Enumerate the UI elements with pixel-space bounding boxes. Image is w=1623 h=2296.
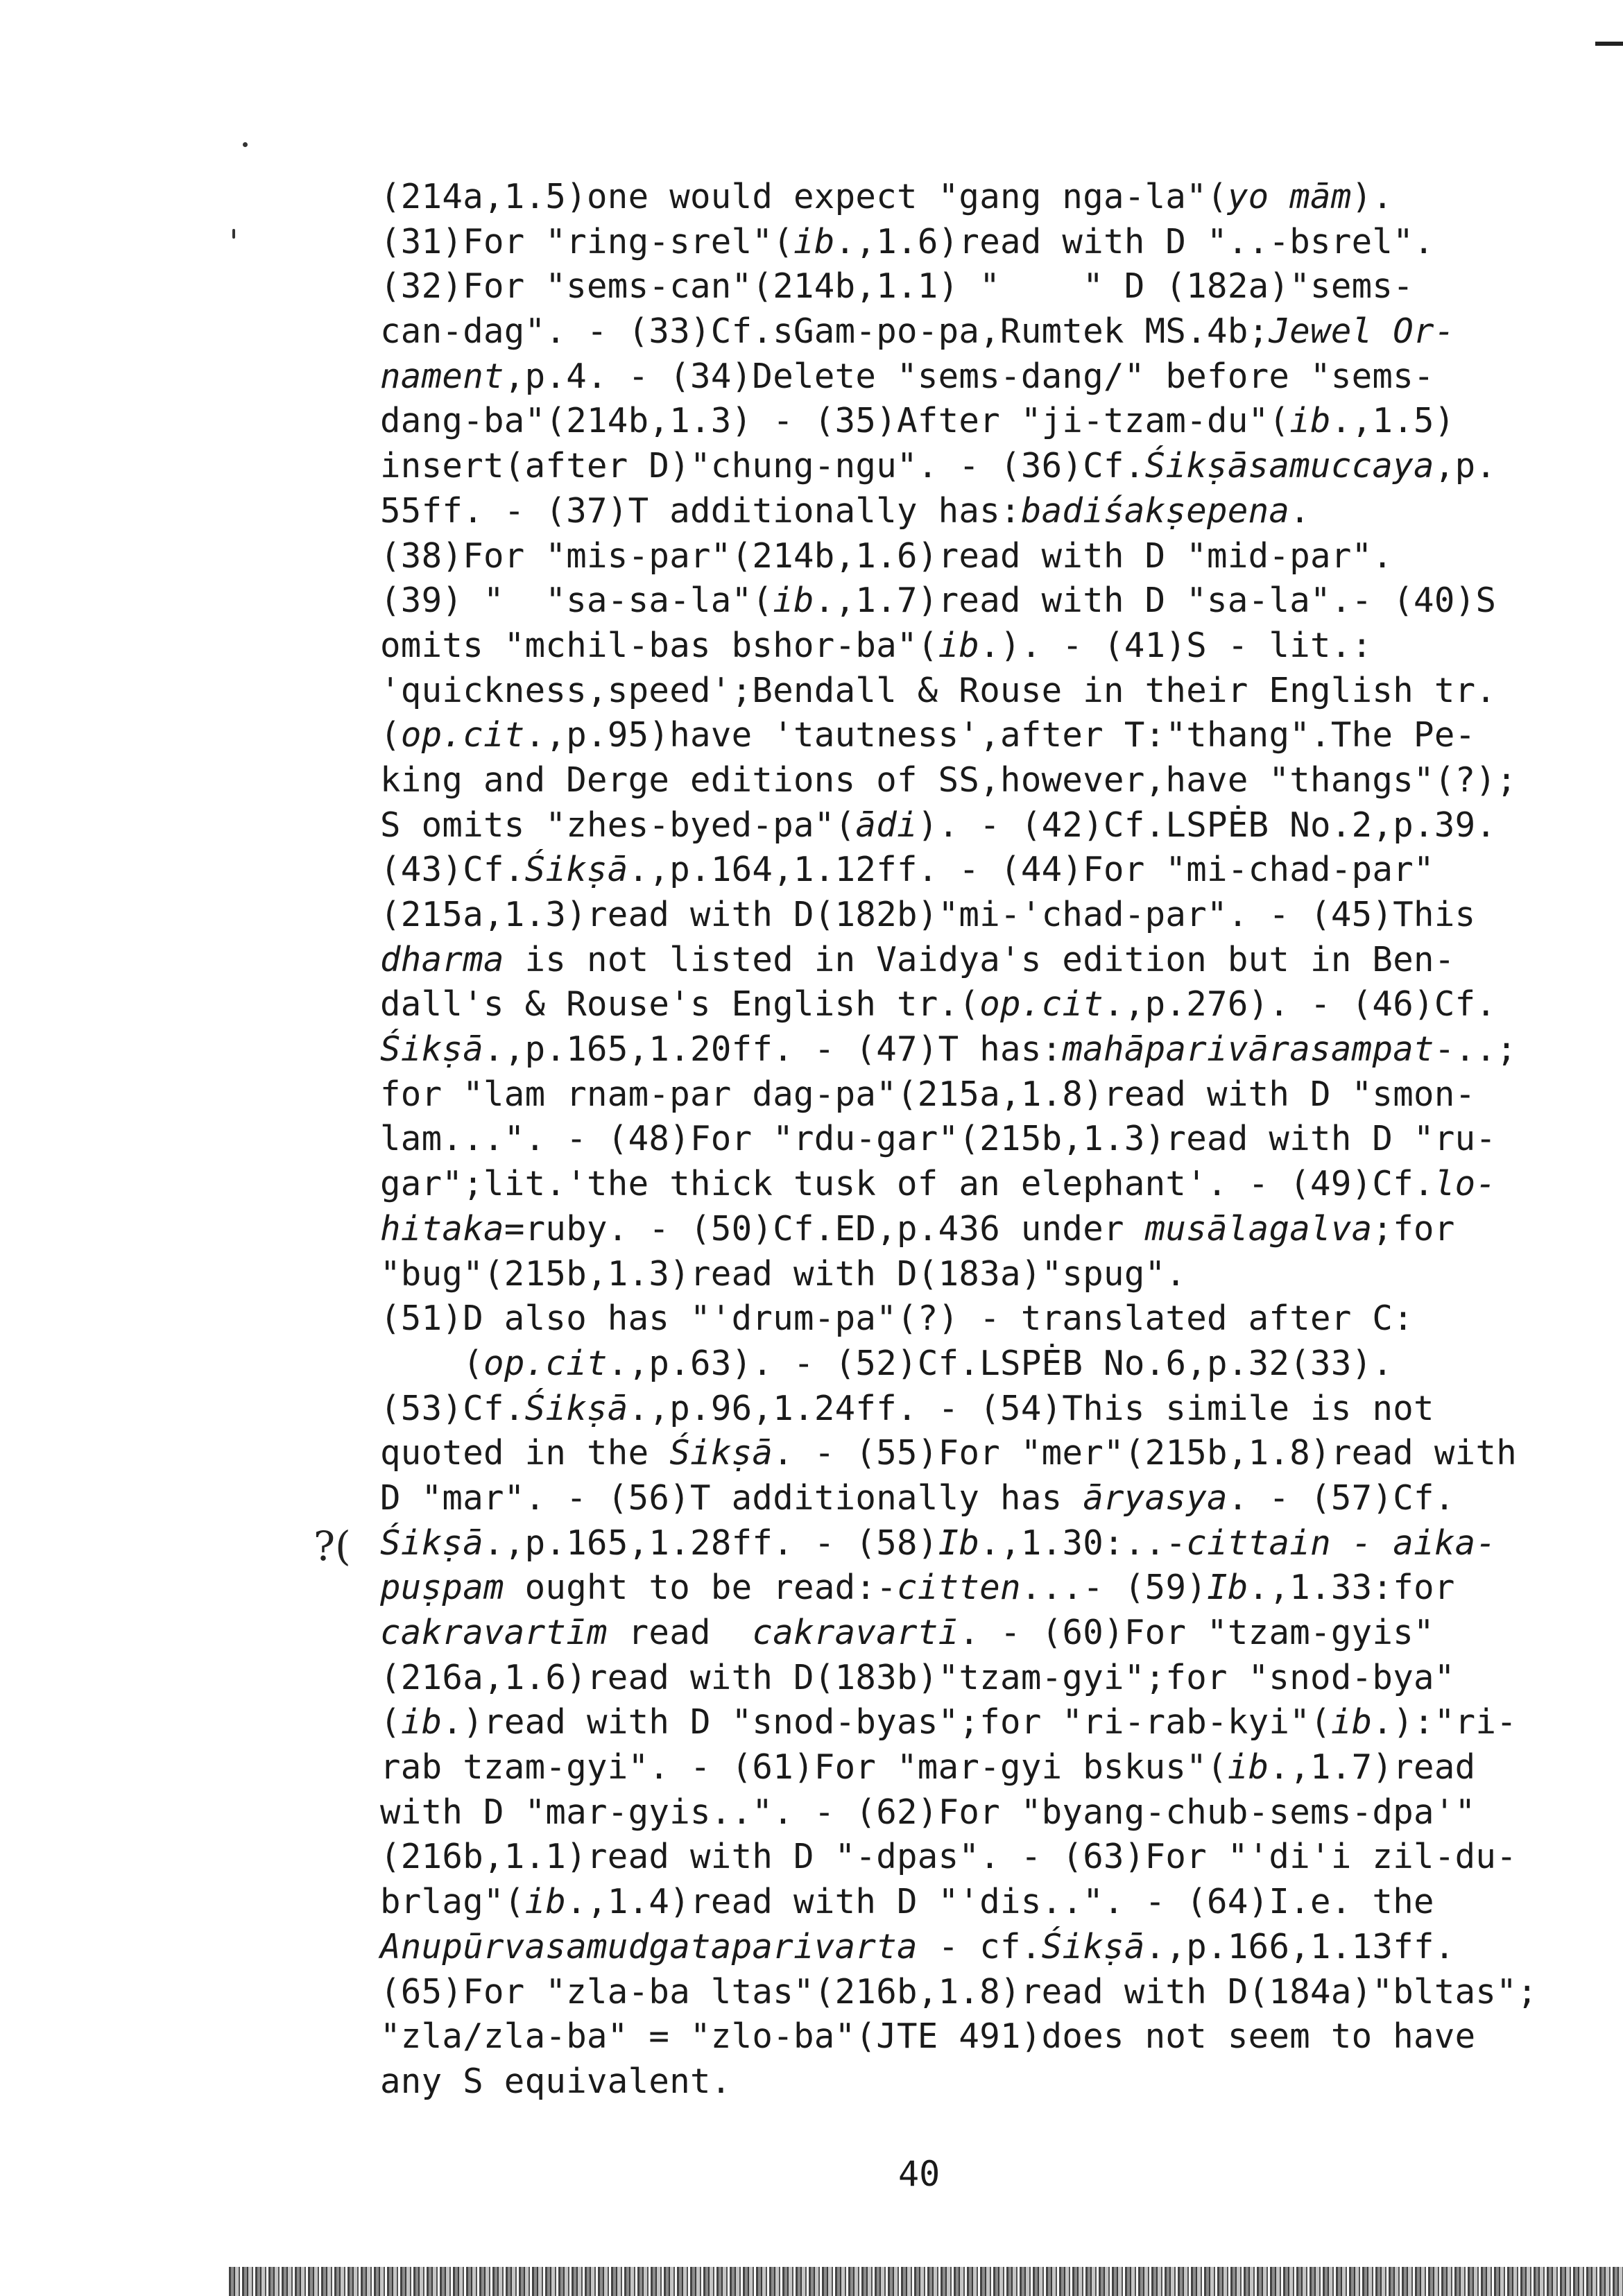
text-line: (65)For "zla-ba ltas"(216b,1.8)read with D(184a)"bltas"; [380, 1971, 1538, 2012]
scan-edge-noise [229, 2267, 1623, 2296]
text-line: (43)Cf.Śikṣā.,p.164,1.12ff. - (44)For "mi-chad-par" [380, 850, 1434, 890]
text-line: dharma is not listed in Vaidya's edition but in Ben- [380, 939, 1455, 979]
text-line: insert(after D)"chung-ngu". - (36)Cf.Śikṣāsamuccaya,p. [380, 446, 1497, 486]
text-line: with D "mar-gyis..". - (62)For "byang-chub-sems-dpa'" [380, 1792, 1476, 1832]
text-line: omits "mchil-bas bshor-ba"(ib.). - (41)S - lit.: [380, 625, 1373, 665]
text-line: S omits "zhes-byed-pa"(ādi). - (42)Cf.LSPĖB No.2,p.39. [380, 805, 1497, 845]
scan-artifact [1595, 42, 1623, 46]
text-line: "zla/zla-ba" = "zlo-ba"(JTE 491)does not seem to have [380, 2016, 1476, 2057]
text-line: 55ff. - (37)T additionally has:badiśakṣepena. [380, 490, 1311, 531]
text-line: quoted in the Śikṣā. - (55)For "mer"(215b,1.8)read with [380, 1433, 1518, 1473]
text-line: rab tzam-gyi". - (61)For "mar-gyi bskus"(ib.,1.7)read [380, 1747, 1476, 1788]
text-line: D "mar". - (56)T additionally has āryasya. - (57)Cf. [380, 1477, 1455, 1518]
text-line: (32)For "sems-can"(214b,1.1) " " D (182a)"sems- [380, 266, 1414, 307]
text-line: (215a,1.3)read with D(182b)"mi-'chad-par". - (45)This [380, 895, 1476, 934]
text-line: "bug"(215b,1.3)read with D(183a)"spug". [380, 1253, 1187, 1294]
text-line: cakravartīm read cakravartī. - (60)For "tzam-gyis" [380, 1613, 1434, 1652]
scan-speck [232, 229, 235, 239]
text-line: dang-ba"(214b,1.3) - (35)After "ji-tzam-du"(ib.,1.5) [380, 401, 1455, 441]
text-line: for "lam rnam-par dag-pa"(215a,1.8)read with D "smon- [380, 1074, 1476, 1114]
text-line: (214a,1.5)one would expect "gang nga-la"(yo mām). [380, 177, 1393, 216]
text-line: hitaka=ruby. - (50)Cf.ED,p.436 under musālagalva;for [380, 1208, 1455, 1249]
text-line: (38)For "mis-par"(214b,1.6)read with D "mid-par". [380, 536, 1393, 576]
text-line: can-dag". - (33)Cf.sGam-po-pa,Rumtek MS.4b;Jewel Or- [380, 311, 1455, 352]
text-line: 'quickness,speed';Bendall & Rouse in their English tr. [380, 670, 1497, 710]
handwritten-margin-mark: ?( [314, 1523, 351, 1570]
text-line: Śikṣā.,p.165,1.20ff. - (47)T has:mahāparivārasampat-..; [380, 1029, 1518, 1070]
text-line: (31)For "ring-srel"(ib.,1.6)read with D "..-bsrel". [380, 221, 1434, 262]
text-line: any S equivalent. [380, 2061, 732, 2101]
text-line: (ib.)read with D "snod-byas";for "ri-rab-kyi"(ib.):"ri- [380, 1702, 1518, 1742]
text-line: (39) " "sa-sa-la"(ib.,1.7)read with D "sa-la".- (40)S [380, 581, 1497, 621]
text-line: nament,p.4. - (34)Delete "sems-dang/" before "sems- [380, 356, 1434, 396]
text-line: (216a,1.6)read with D(183b)"tzam-gyi";for "snod-bya" [380, 1657, 1455, 1697]
scan-speck [243, 142, 248, 147]
text-line: Anupūrvasamudgataparivarta - cf.Śikṣā.,p.166,1.13ff. [380, 1926, 1455, 1967]
text-line: king and Derge editions of SS,however,have "thangs"(?); [380, 760, 1518, 800]
page-number: 40 [898, 2154, 941, 2194]
text-line: gar";lit.'the thick tusk of an elephant'. - (49)Cf.lo- [380, 1164, 1497, 1204]
text-line: puṣpam ought to be read:-citten...- (59)Ib.,1.33:for [380, 1568, 1455, 1608]
footnotes-text-block [380, 175, 1594, 2105]
text-line: (216b,1.1)read with D "-dpas". - (63)For "'di'i zil-du- [380, 1837, 1518, 1877]
text-line: (op.cit.,p.63). - (52)Cf.LSPĖB No.6,p.32(33). [380, 1343, 1393, 1383]
text-line: brlag"(ib.,1.4)read with D "'dis..". - (64)I.e. the [380, 1882, 1434, 1922]
text-line: (op.cit.,p.95)have 'tautness',after T:"thang".The Pe- [380, 715, 1476, 755]
text-line: dall's & Rouse's English tr.(op.cit.,p.276). - (46)Cf. [380, 984, 1497, 1025]
text-line: (53)Cf.Śikṣā.,p.96,1.24ff. - (54)This simile is not [380, 1388, 1434, 1428]
text-line: (51)D also has "'drum-pa"(?) - translated after C: [380, 1299, 1414, 1339]
text-line: Śikṣā.,p.165,1.28ff. - (58)Ib.,1.30:..-cittain - aika- [380, 1523, 1497, 1563]
text-line: lam...". - (48)For "rdu-gar"(215b,1.3)read with D "ru- [380, 1119, 1497, 1159]
